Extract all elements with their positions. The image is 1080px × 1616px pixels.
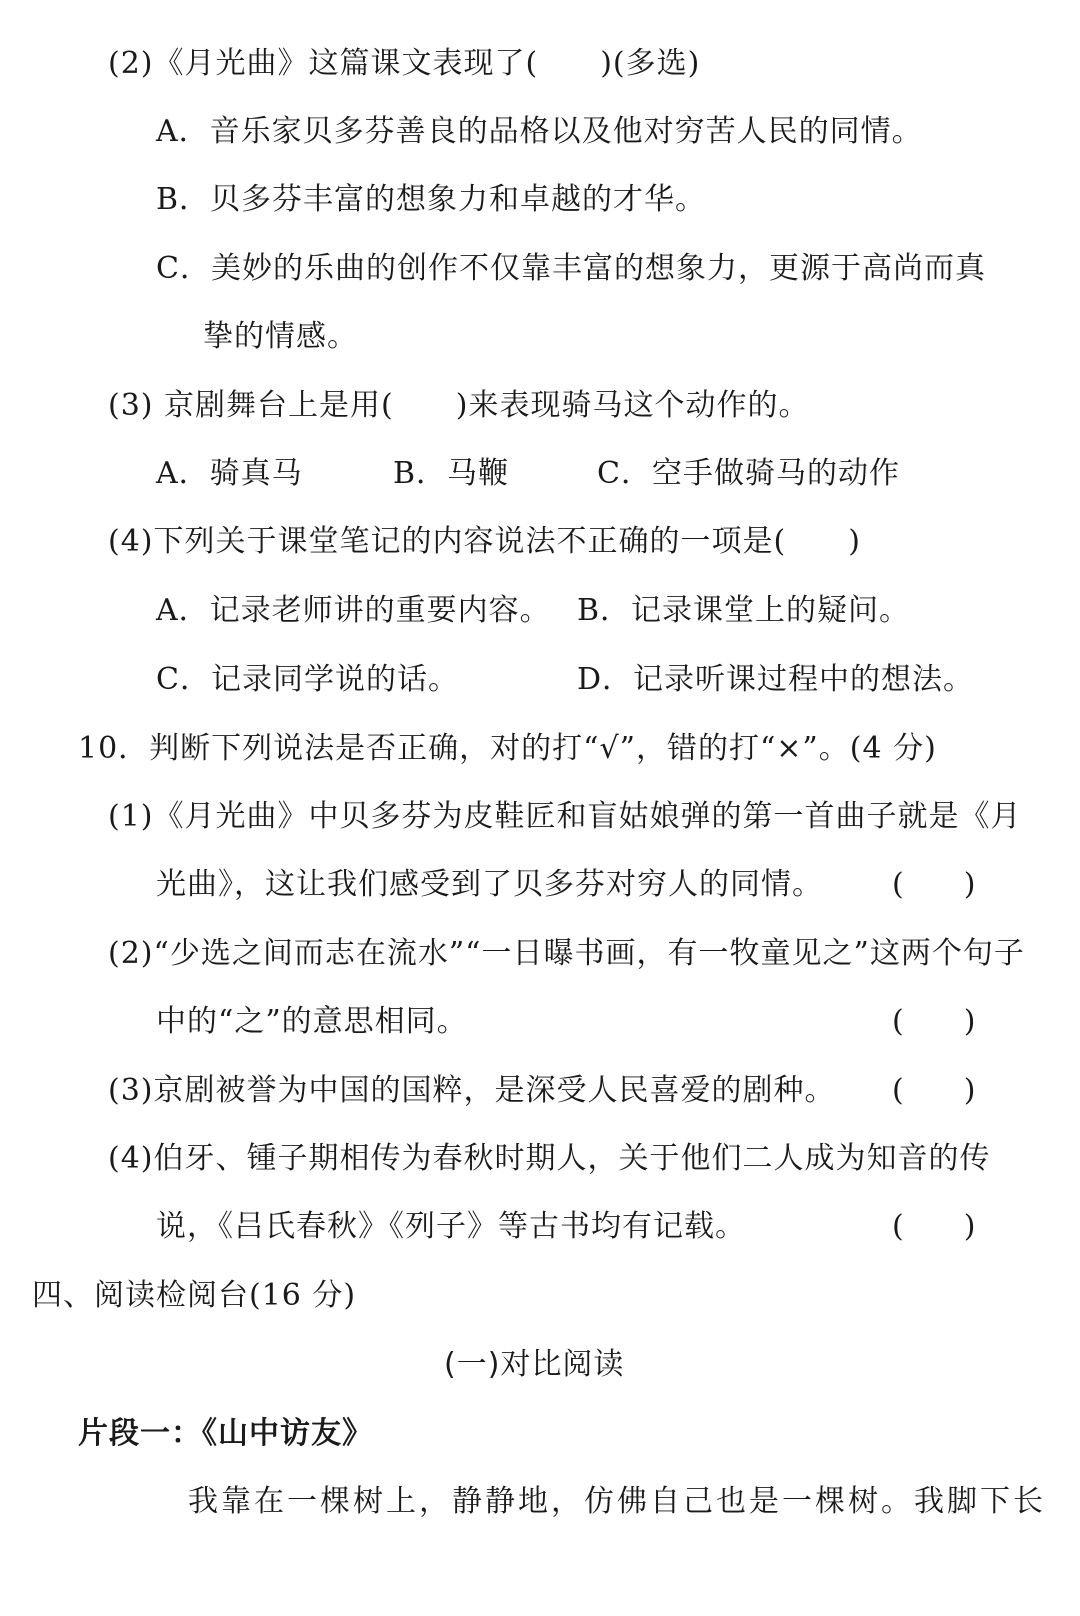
q9-4-stem: (4)下列关于课堂笔记的内容说法不正确的一项是( )	[108, 524, 861, 559]
q10-item-1-answer-parens[interactable]: ( )	[892, 867, 976, 902]
q9-3-option-c: C．空手做骑马的动作	[597, 456, 900, 491]
q10-item-4-line2: 说，《吕氏春秋》《列子》等古书均有记载。	[156, 1209, 746, 1244]
q9-2-option-b: B．贝多芬丰富的想象力和卓越的才华。	[156, 182, 707, 217]
q10-item-3-answer-parens[interactable]: ( )	[892, 1073, 976, 1108]
q9-4-option-b: B．记录课堂上的疑问。	[577, 593, 911, 628]
q9-2-stem: (2)《月光曲》这篇课文表现了( )(多选)	[108, 46, 701, 81]
q9-3-option-b: B．马鞭	[393, 456, 510, 491]
q9-3-option-a: A．骑真马	[156, 456, 303, 491]
q9-2-option-c: C．美妙的乐曲的创作不仅靠丰富的想象力，更源于高尚而真	[156, 251, 986, 286]
q9-2-option-c-cont: 挚的情感。	[203, 319, 358, 354]
q9-2-option-a: A．音乐家贝多芬善良的品格以及他对穷苦人民的同情。	[156, 114, 923, 149]
q10-item-2-line2: 中的“之”的意思相同。	[156, 1004, 468, 1039]
q9-4-option-d: D．记录听课过程中的想法。	[577, 662, 975, 697]
reading-subheading: (一)对比阅读	[444, 1347, 625, 1382]
q9-4-option-a: A．记录老师讲的重要内容。	[156, 593, 551, 628]
q9-3-stem: (3) 京剧舞台上是用( )来表现骑马这个动作的。	[108, 388, 810, 423]
q10-item-2-answer-parens[interactable]: ( )	[892, 1004, 976, 1039]
q10-item-4-line1: (4)伯牙、锺子期相传为春秋时期人，关于他们二人成为知音的传	[108, 1141, 991, 1176]
q10-heading: 10．判断下列说法是否正确，对的打“√”，错的打“×”。(4 分)	[78, 731, 937, 766]
q9-4-option-c: C．记录同学说的话。	[156, 662, 459, 697]
fragment-title: 片段一：《山中访友》	[78, 1416, 373, 1451]
q10-item-1-line2: 光曲》，这让我们感受到了贝多芬对穷人的同情。	[156, 867, 823, 902]
q10-item-3-line1: (3)京剧被誉为中国的国粹，是深受人民喜爱的剧种。	[108, 1073, 836, 1108]
q10-item-4-answer-parens[interactable]: ( )	[892, 1209, 976, 1244]
q10-item-1-line1: (1)《月光曲》中贝多芬为皮鞋匠和盲姑娘弹的第一首曲子就是《月	[108, 799, 1022, 834]
section-4-heading: 四、阅读检阅台(16 分)	[32, 1278, 357, 1313]
reading-paragraph: 我靠在一棵树上，静静地，仿佛自己也是一棵树。我脚下长	[188, 1484, 1046, 1519]
q10-item-2-line1: (2)“少选之间而志在流水”“一日曝书画，有一牧童见之”这两个句子	[108, 936, 1025, 971]
